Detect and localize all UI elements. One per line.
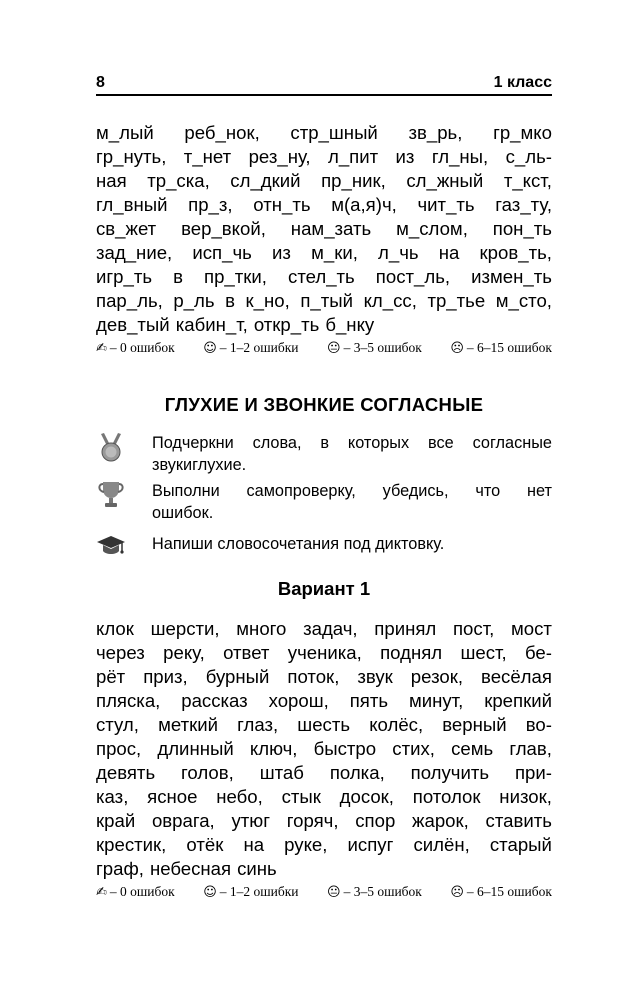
word: реку, <box>163 642 205 663</box>
grade-label: – 0 ошибок <box>109 340 175 355</box>
hand-writing-icon: ✍ <box>96 884 107 900</box>
word: Выполни <box>152 482 220 500</box>
grade-label: – 6–15 ошибок <box>466 884 552 899</box>
task-text <box>152 432 552 476</box>
word: пр_ник, <box>321 170 386 191</box>
word: бурный <box>205 666 270 687</box>
word: к_но, <box>245 290 290 311</box>
word: нам_зать <box>290 218 372 239</box>
word: ключ, <box>249 738 298 759</box>
word: звуки <box>152 456 193 474</box>
grade-label: 1 класс <box>493 74 552 91</box>
word: принял <box>374 618 437 639</box>
text-line <box>96 289 552 313</box>
grade-label: – 3–5 ошибок <box>343 340 422 355</box>
word: утюг <box>231 810 270 831</box>
text-line <box>96 689 552 713</box>
word: отёк <box>186 834 224 855</box>
word: поток, <box>287 666 340 687</box>
word: тр_ска, <box>147 170 210 191</box>
word: пр_з, <box>188 194 233 215</box>
word: тр_тье <box>427 290 486 311</box>
trophy-icon <box>96 480 126 510</box>
word: стр_шный <box>290 122 378 143</box>
word: ная <box>96 170 127 191</box>
word: гр_нуть, <box>96 146 167 167</box>
hand-writing-icon: ✍ <box>96 340 107 356</box>
section-title: ГЛУХИЕ И ЗВОНКИЕ СОГЛАСНЫЕ <box>164 394 484 415</box>
sad-face-icon: ☹ <box>450 884 464 900</box>
word: согласные <box>472 434 552 452</box>
word: гл_вный <box>96 194 168 215</box>
grade-label: – 0 ошибок <box>109 884 175 899</box>
word: оврага, <box>151 810 215 831</box>
word: руке, <box>284 834 328 855</box>
grade-item <box>203 884 298 900</box>
word: отн_ть <box>253 194 311 215</box>
word: девять <box>96 762 156 783</box>
word: с_ль- <box>505 146 552 167</box>
word: семь <box>451 738 494 759</box>
word: дев_тый <box>96 314 170 335</box>
word: глухие. <box>192 456 247 474</box>
text-line <box>96 713 552 737</box>
word: м_сто, <box>495 290 552 311</box>
word: т_нет <box>183 146 232 167</box>
word: ученика, <box>287 642 362 663</box>
word: край <box>96 810 136 831</box>
text-line <box>152 533 552 555</box>
word: быстро <box>313 738 377 759</box>
task-text <box>152 480 552 524</box>
word: м_ки, <box>311 242 358 263</box>
text-line <box>96 217 552 241</box>
task-text <box>152 530 552 555</box>
word: верный <box>442 714 507 735</box>
word: вер_вкой, <box>181 218 266 239</box>
word: шест, <box>460 642 507 663</box>
text-line <box>96 169 552 193</box>
word: л_чь <box>378 242 419 263</box>
word: на <box>243 834 265 855</box>
word: нет <box>527 482 552 500</box>
text-line <box>96 641 552 665</box>
neutral-face-icon: 😐 <box>327 340 341 356</box>
grade-item <box>450 884 552 900</box>
text-line <box>96 737 552 761</box>
word: синь <box>237 858 277 879</box>
word: крепкий <box>484 690 552 711</box>
text-line <box>96 265 552 289</box>
word: ставить <box>485 810 552 831</box>
header-divider <box>96 94 552 96</box>
word: шесть <box>297 714 351 735</box>
word: спор <box>355 810 396 831</box>
word: резок, <box>410 666 464 687</box>
text-line <box>96 313 552 337</box>
text-line <box>96 761 552 785</box>
text-line <box>96 809 552 833</box>
text-line <box>152 454 552 476</box>
word: сл_жный <box>406 170 484 191</box>
word: пост, <box>452 618 495 639</box>
grade-item <box>327 340 422 356</box>
word: потолок <box>412 786 481 807</box>
word: стел_ть <box>288 266 355 287</box>
word: чит_ть <box>417 194 475 215</box>
word: измен_ть <box>471 266 552 287</box>
word: м_лый <box>96 122 154 143</box>
text-line <box>152 502 552 524</box>
word: стих, <box>392 738 435 759</box>
word: длинный <box>157 738 234 759</box>
text-line <box>96 857 552 881</box>
word: ответ <box>223 642 270 663</box>
word: исп_чь <box>192 242 252 263</box>
word: горяч, <box>286 810 339 831</box>
word: убедись, <box>382 482 449 500</box>
grade-item <box>96 340 175 356</box>
page-header <box>96 70 552 92</box>
word: при- <box>514 762 552 783</box>
word: низок, <box>499 786 552 807</box>
word: задач, <box>303 618 358 639</box>
word: колёс, <box>369 714 424 735</box>
word: много <box>236 618 287 639</box>
word: пр_тки, <box>204 266 267 287</box>
word: граф, <box>96 858 144 879</box>
grade-label: – 3–5 ошибок <box>343 884 422 899</box>
text-line <box>96 617 552 641</box>
word: ясное <box>147 786 198 807</box>
word: штаб <box>259 762 304 783</box>
word: зв_рь, <box>408 122 463 143</box>
text-line <box>152 480 552 502</box>
grade-item <box>96 884 175 900</box>
grade-item <box>203 340 298 356</box>
word: Подчеркни <box>152 434 234 452</box>
word: рез_ну, <box>248 146 311 167</box>
word: во- <box>525 714 552 735</box>
word: звук <box>357 666 393 687</box>
word: кл_сс, <box>363 290 417 311</box>
page-number: 8 <box>96 74 105 91</box>
word: испуг <box>347 834 394 855</box>
word: жарок, <box>412 810 469 831</box>
word: через <box>96 642 145 663</box>
word: гл_ны, <box>431 146 489 167</box>
word: небесная <box>149 858 232 879</box>
word: голов, <box>181 762 234 783</box>
word: хорош, <box>268 690 329 711</box>
grade-label: – 1–2 ошибки <box>219 884 299 899</box>
word: клок <box>96 618 134 639</box>
word: сл_дкий <box>230 170 301 191</box>
word: весёлая <box>481 666 552 687</box>
task-underline <box>96 432 552 476</box>
word: глаз, <box>237 714 279 735</box>
grade-label: – 1–2 ошибки <box>219 340 299 355</box>
variant-title: Вариант 1 <box>277 578 371 599</box>
task-self-check <box>96 480 552 524</box>
grade-label: – 6–15 ошибок <box>466 340 552 355</box>
word: м(а,я)ч, <box>331 194 397 215</box>
word: пар_ль, <box>96 290 163 311</box>
word: реб_нок, <box>184 122 260 143</box>
smile-icon: ☺ <box>203 340 217 356</box>
grade-item <box>327 884 422 900</box>
text-line <box>152 432 552 454</box>
word: откр_ть <box>253 314 320 335</box>
word: приз, <box>143 666 188 687</box>
text-line <box>96 833 552 857</box>
word: б_нку <box>325 314 375 335</box>
word: т_кст, <box>503 170 552 191</box>
word: стул, <box>96 714 139 735</box>
grade-item <box>450 340 552 356</box>
word: р_ль <box>173 290 215 311</box>
word: бе- <box>524 642 552 663</box>
word: шерсти, <box>150 618 220 639</box>
graduation-cap-icon <box>96 530 126 560</box>
word: пон_ть <box>492 218 552 239</box>
word: гр_мко <box>493 122 552 143</box>
word: досок, <box>339 786 394 807</box>
word: в <box>320 434 330 452</box>
word: прос, <box>96 738 142 759</box>
word: игр_ть <box>96 266 153 287</box>
text-line <box>96 121 552 145</box>
word: пляска, <box>96 690 161 711</box>
text-line <box>96 241 552 265</box>
word: получить <box>410 762 490 783</box>
word: Напиши словосочетания под диктовку. <box>152 535 445 553</box>
word: св_жет <box>96 218 157 239</box>
word: поднял <box>380 642 443 663</box>
task-dictation <box>96 530 552 560</box>
word: рёт <box>96 666 126 687</box>
word: старый <box>489 834 552 855</box>
word: газ_ту, <box>495 194 552 215</box>
word: кабин_т, <box>175 314 248 335</box>
exercise-2-text <box>96 617 552 881</box>
word: л_пит <box>327 146 379 167</box>
word: что <box>475 482 501 500</box>
word: все <box>428 434 454 452</box>
grading-scale-2 <box>96 884 552 900</box>
word: слова, <box>252 434 302 452</box>
smile-icon: ☺ <box>203 884 217 900</box>
word: крестик, <box>96 834 167 855</box>
text-line <box>96 145 552 169</box>
text-line <box>96 665 552 689</box>
word: пост_ль, <box>375 266 451 287</box>
word: кров_ть, <box>479 242 552 263</box>
word: каз, <box>96 786 129 807</box>
word: пять <box>349 690 389 711</box>
word: мост <box>511 618 552 639</box>
word: п_тый <box>300 290 354 311</box>
word: в <box>173 266 183 287</box>
word: силён, <box>413 834 470 855</box>
word: из <box>395 146 415 167</box>
word: полка, <box>329 762 385 783</box>
word: которых <box>347 434 410 452</box>
word: небо, <box>216 786 263 807</box>
medal-icon <box>96 432 126 462</box>
word: из <box>272 242 291 263</box>
sad-face-icon: ☹ <box>450 340 464 356</box>
neutral-face-icon: 😐 <box>327 884 341 900</box>
exercise-1-text <box>96 121 552 337</box>
word: на <box>438 242 460 263</box>
grading-scale-1 <box>96 340 552 356</box>
word: рассказ <box>181 690 248 711</box>
word: в <box>225 290 235 311</box>
word: ошибок. <box>152 504 214 522</box>
text-line <box>96 193 552 217</box>
word: зад_ние, <box>96 242 173 263</box>
word: стык <box>281 786 321 807</box>
word: самопроверку, <box>246 482 356 500</box>
word: глав, <box>509 738 552 759</box>
word: меткий <box>158 714 218 735</box>
word: минут, <box>408 690 464 711</box>
word: м_слом, <box>396 218 468 239</box>
text-line <box>96 785 552 809</box>
